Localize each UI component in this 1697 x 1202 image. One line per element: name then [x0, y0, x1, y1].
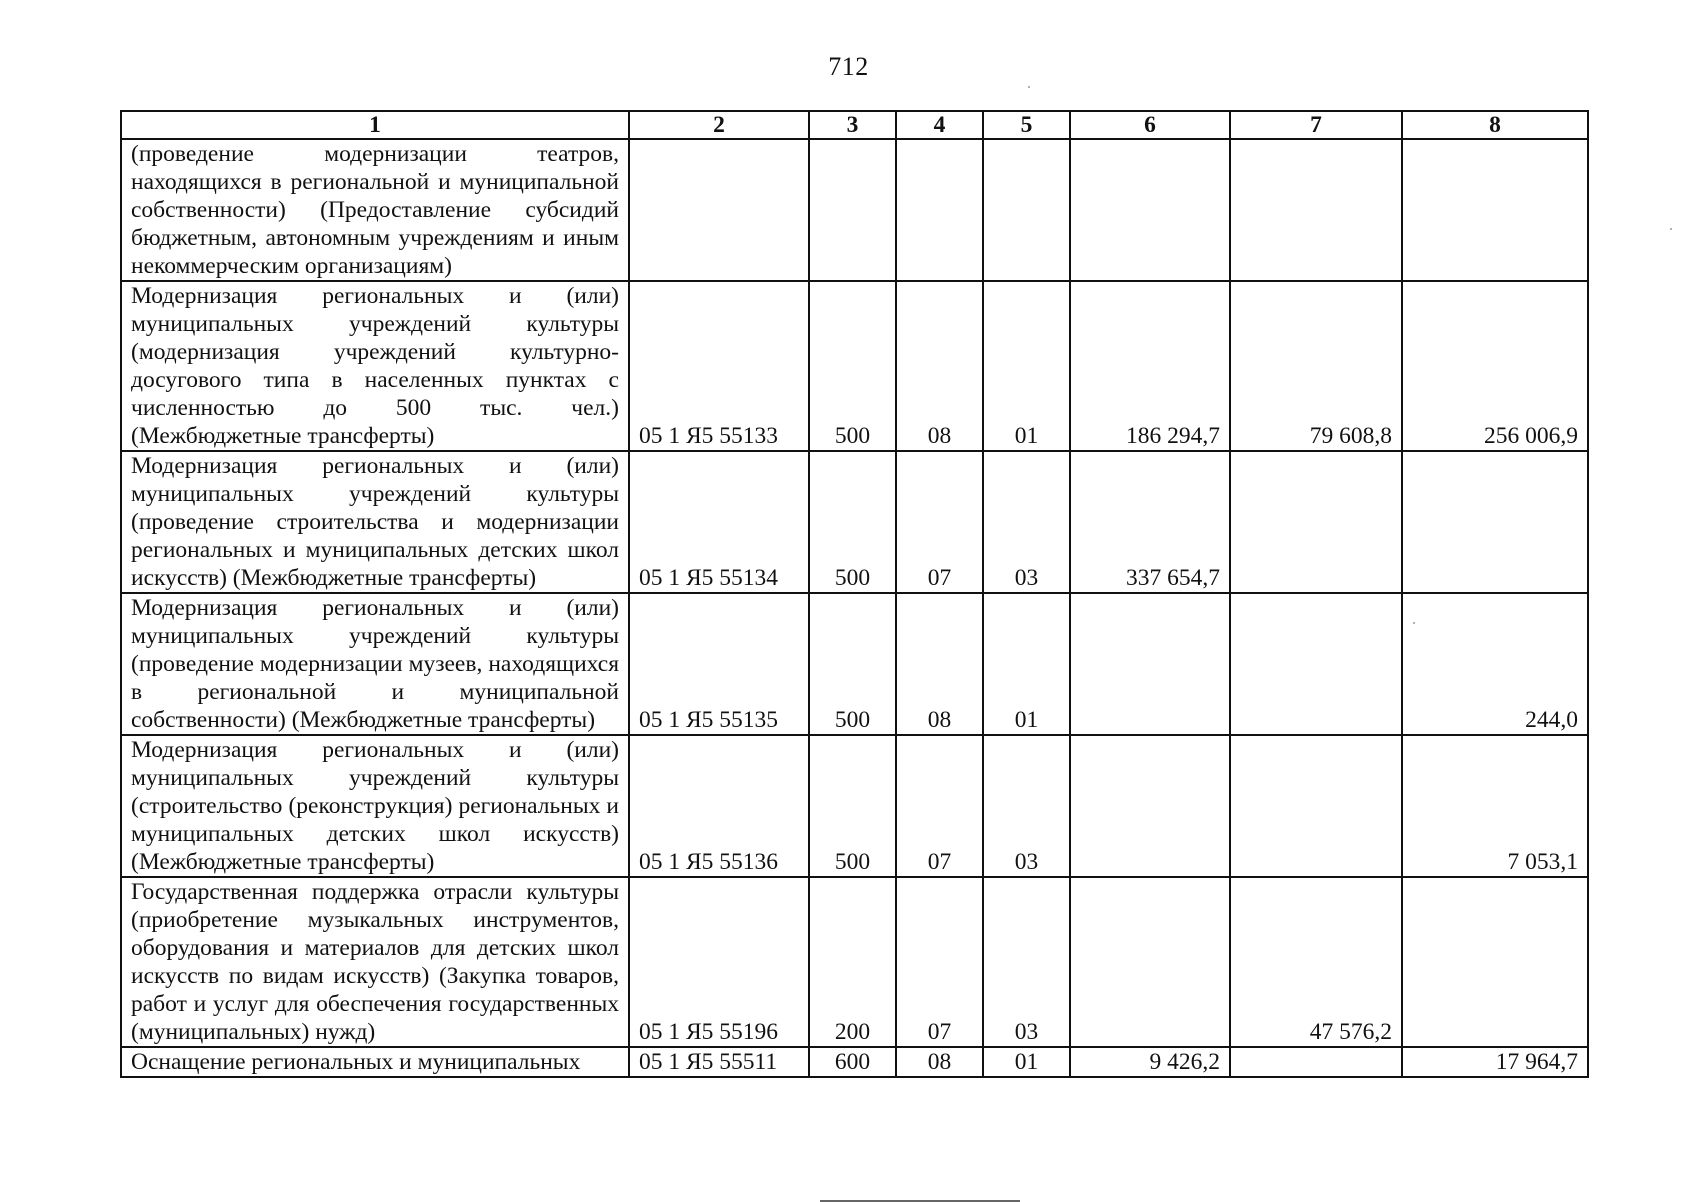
header-col-3: 3 [809, 111, 896, 139]
description-line: региональных и муниципальных детских школ [131, 537, 619, 563]
row-description [121, 1047, 629, 1077]
table-row [121, 139, 1588, 281]
row-code [629, 139, 809, 281]
description-line: некоммерческим организациям) [131, 253, 452, 279]
description-line: Модернизация региональных и (или) [131, 737, 619, 763]
row-col-8 [1402, 877, 1588, 1047]
row-col-7 [1230, 139, 1402, 281]
description-line: муниципальных учреждений культуры [131, 765, 619, 791]
row-col-4: 07 [896, 451, 983, 593]
description-line: находящихся в региональной и муниципальной [131, 651, 619, 705]
description-line: Государственная поддержка отрасли культуры [131, 879, 619, 905]
row-code: 05 1 Я5 55136 [629, 735, 809, 877]
header-col-1: 1 [121, 111, 629, 139]
row-col-7: 47 576,2 [1230, 877, 1402, 1047]
row-col-4: 08 [896, 281, 983, 451]
row-col-5: 01 [983, 593, 1070, 735]
row-col-7 [1230, 735, 1402, 877]
row-col-5: 01 [983, 1047, 1070, 1077]
page-number: 712 [828, 52, 869, 81]
table-header-row [121, 111, 1588, 139]
description-line: Модернизация региональных и (или) [131, 595, 619, 621]
description-line: муниципальных учреждений культуры [131, 311, 619, 337]
row-col-7 [1230, 451, 1402, 593]
header-col-5: 5 [983, 111, 1070, 139]
description-line: (приобретение музыкальных инструментов, [131, 907, 619, 933]
table-row [121, 877, 1588, 1047]
row-col-4: 08 [896, 1047, 983, 1077]
row-code: 05 1 Я5 55135 [629, 593, 809, 735]
description-line: (проведение модернизации музеев, [131, 651, 483, 677]
row-col-3: 500 [809, 281, 896, 451]
table-row [121, 593, 1588, 735]
row-col-6 [1070, 593, 1230, 735]
row-col-5 [983, 139, 1070, 281]
description-line: оборудования и материалов для детских школ [131, 935, 619, 961]
description-line: работ и услуг для обеспечения [131, 991, 442, 1017]
row-col-5: 03 [983, 877, 1070, 1047]
row-col-8: 244,0 [1402, 593, 1588, 735]
row-col-6: 9 426,2 [1070, 1047, 1230, 1077]
header-col-7: 7 [1230, 111, 1402, 139]
description-line: искусств по видам искусств) (Закупка товаров, [131, 963, 619, 989]
description-line: Модернизация региональных и (или) [131, 453, 619, 479]
row-description [121, 451, 629, 593]
description-line: (проведение модернизации театров, [131, 141, 619, 167]
description-line: муниципальных учреждений культуры [131, 623, 619, 649]
row-col-3: 500 [809, 451, 896, 593]
row-description [121, 877, 629, 1047]
scan-speck [1413, 622, 1415, 624]
scan-speck [1670, 228, 1672, 230]
table-row [121, 451, 1588, 593]
row-col-5: 01 [983, 281, 1070, 451]
row-col-7 [1230, 1047, 1402, 1077]
row-col-6 [1070, 735, 1230, 877]
header-col-4: 4 [896, 111, 983, 139]
row-col-7: 79 608,8 [1230, 281, 1402, 451]
row-col-8: 7 053,1 [1402, 735, 1588, 877]
row-col-4: 07 [896, 735, 983, 877]
description-line: искусств) (Межбюджетные трансферты) [131, 565, 537, 591]
row-col-4: 07 [896, 877, 983, 1047]
description-line: муниципальных учреждений культуры [131, 481, 619, 507]
description-line: (Межбюджетные трансферты) [131, 423, 435, 449]
description-line: (строительство (реконструкция) региональных [131, 793, 601, 819]
description-line: находящихся в региональной и муниципальной [131, 169, 619, 195]
row-col-3: 200 [809, 877, 896, 1047]
row-col-5: 03 [983, 735, 1070, 877]
row-col-6 [1070, 139, 1230, 281]
header-col-8: 8 [1402, 111, 1588, 139]
row-col-3: 600 [809, 1047, 896, 1077]
row-description [121, 593, 629, 735]
header-col-2: 2 [629, 111, 809, 139]
description-line: собственности) (Межбюджетные трансферты) [131, 707, 596, 733]
row-col-5: 03 [983, 451, 1070, 593]
description-line: государственных (муниципальных) нужд) [131, 991, 620, 1045]
row-col-6: 186 294,7 [1070, 281, 1230, 451]
row-col-6: 337 654,7 [1070, 451, 1230, 593]
description-line: Модернизация региональных и (или) [131, 283, 619, 309]
budget-table [120, 110, 1589, 1078]
row-description [121, 735, 629, 877]
row-code: 05 1 Я5 55196 [629, 877, 809, 1047]
row-col-3: 500 [809, 593, 896, 735]
table-row [121, 281, 1588, 451]
row-code: 05 1 Я5 55134 [629, 451, 809, 593]
row-code: 05 1 Я5 55511 [629, 1047, 809, 1077]
row-col-8 [1402, 451, 1588, 593]
row-description [121, 281, 629, 451]
header-col-6: 6 [1070, 111, 1230, 139]
table-row [121, 735, 1588, 877]
row-col-8: 17 964,7 [1402, 1047, 1588, 1077]
row-col-4: 08 [896, 593, 983, 735]
row-code: 05 1 Я5 55133 [629, 281, 809, 451]
row-description [121, 139, 629, 281]
description-line: численностью до 500 тыс. чел.) [131, 395, 619, 421]
row-col-6 [1070, 877, 1230, 1047]
row-col-3: 500 [809, 735, 896, 877]
description-line: собственности) (Предоставление субсидий [131, 197, 619, 223]
row-col-3 [809, 139, 896, 281]
description-line: (Межбюджетные трансферты) [131, 849, 435, 875]
scan-speck [1028, 86, 1030, 88]
description-line: и муниципальных детских школ искусств) [131, 793, 619, 847]
row-col-7 [1230, 593, 1402, 735]
description-line: бюджетным, автономным учреждениям и иным [131, 225, 619, 251]
row-col-8: 256 006,9 [1402, 281, 1588, 451]
description-line: досугового типа в населенных пунктах с [131, 367, 619, 393]
description-line: Оснащение региональных и муниципальных [131, 1049, 581, 1075]
row-col-8 [1402, 139, 1588, 281]
description-line: (модернизация учреждений культурно- [131, 339, 619, 365]
row-col-4 [896, 139, 983, 281]
description-line: (проведение строительства и модернизации [131, 509, 619, 535]
table-row [121, 1047, 1588, 1077]
